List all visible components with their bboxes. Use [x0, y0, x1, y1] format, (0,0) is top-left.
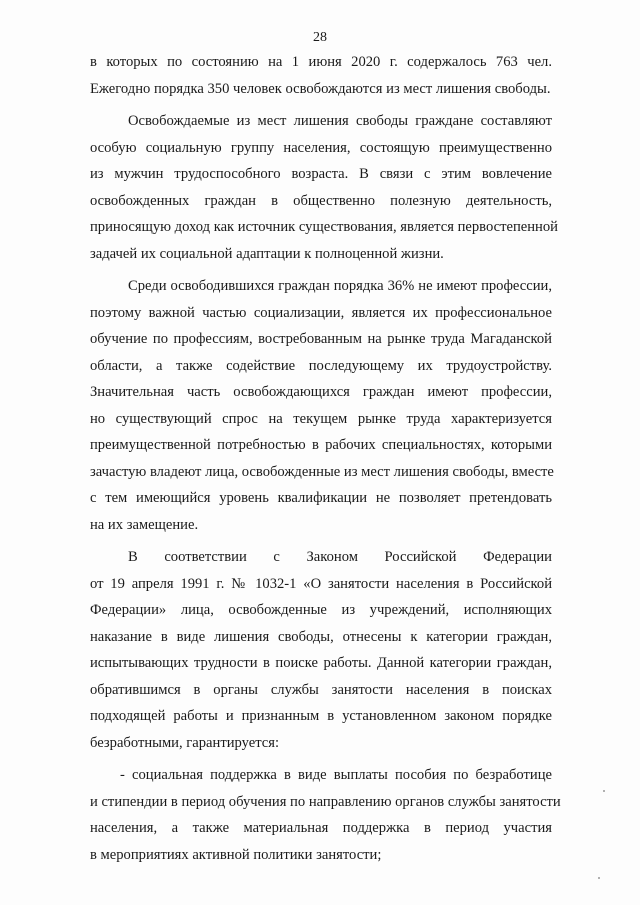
text-line: населения, а также материальная поддержка в период участия [90, 820, 552, 836]
text-line: Среди освободившихся граждан порядка 36% не имеют профессии, [128, 278, 552, 294]
scan-speck [598, 877, 600, 879]
text-line: Федерации» лица, освобожденные из учреждений, исполняющих [90, 602, 552, 618]
text-line: подходящей работы и признанным в установленном законом порядке [90, 708, 552, 724]
text-line: поэтому важной частью социализации, является их профессиональное [90, 304, 552, 321]
text-line: безработными, гарантируется: [90, 734, 280, 751]
text-line: приносящую доход как источник существования, является первостепенной [90, 219, 558, 235]
text-line: в которых по состоянию на 1 июня 2020 г. содержалось 763 чел. [90, 54, 552, 70]
text-line: освобожденных граждан в общественно полезную деятельность, [90, 192, 552, 209]
paragraph-continuation [90, 49, 552, 102]
text-line: В соответствии с Законом Российской Федерации [128, 549, 552, 565]
text-line: обучение по профессиям, востребованным на рынке труда Магаданской [90, 331, 552, 347]
text-line: Значительная часть освобождающихся граждан имеют профессии, [90, 384, 552, 400]
text-line: на их замещение. [90, 516, 199, 533]
text-line: задачей их социальной адаптации к полноценной жизни. [90, 245, 444, 262]
text-line: из мужчин трудоспособного возраста. В связи с этим вовлечение [90, 166, 552, 182]
paragraph-released-citizens [90, 108, 558, 267]
text-line: но существующий спрос на текущем рынке труда характеризуется [90, 410, 552, 427]
text-line: Ежегодно порядка 350 человек освобождаются из мест лишения свободы. [90, 80, 551, 97]
text-line: особую социальную группу населения, состоящую преимущественно [90, 139, 552, 156]
text-line: Освобождаемые из мест лишения свободы граждане составляют [128, 113, 552, 129]
text-line: - социальная поддержка в виде выплаты пособия по безработице [120, 767, 552, 783]
paragraph-law-reference [90, 544, 552, 756]
text-line: от 19 апреля 1991 г. № 1032-1 «О занятости населения в Российской [90, 575, 552, 592]
text-line: области, а также содействие последующему их трудоустройству. [90, 357, 552, 374]
text-line: зачастую владеют лица, освобожденные из мест лишения свободы, вместе [90, 463, 554, 480]
paragraph-professions [90, 273, 552, 538]
text-line: преимущественной потребностью в рабочих специальностях, которыми [90, 437, 552, 453]
scan-speck [603, 790, 605, 792]
text-line: испытывающих трудности в поиске работы. Данной категории граждан, [90, 655, 552, 671]
text-line: наказание в виде лишения свободы, отнесены к категории граждан, [90, 628, 552, 645]
document-body [90, 49, 561, 868]
text-line: с тем имеющийся уровень квалификации не позволяет претендовать [90, 490, 552, 506]
list-item-social-support [90, 762, 561, 868]
text-line: и стипендии в период обучения по направлению органов службы занятости [90, 793, 561, 810]
page-number: 28 [313, 30, 327, 45]
text-line: обратившимся в органы службы занятости населения в поисках [90, 681, 552, 698]
text-line: в мероприятиях активной политики занятости; [90, 846, 382, 863]
